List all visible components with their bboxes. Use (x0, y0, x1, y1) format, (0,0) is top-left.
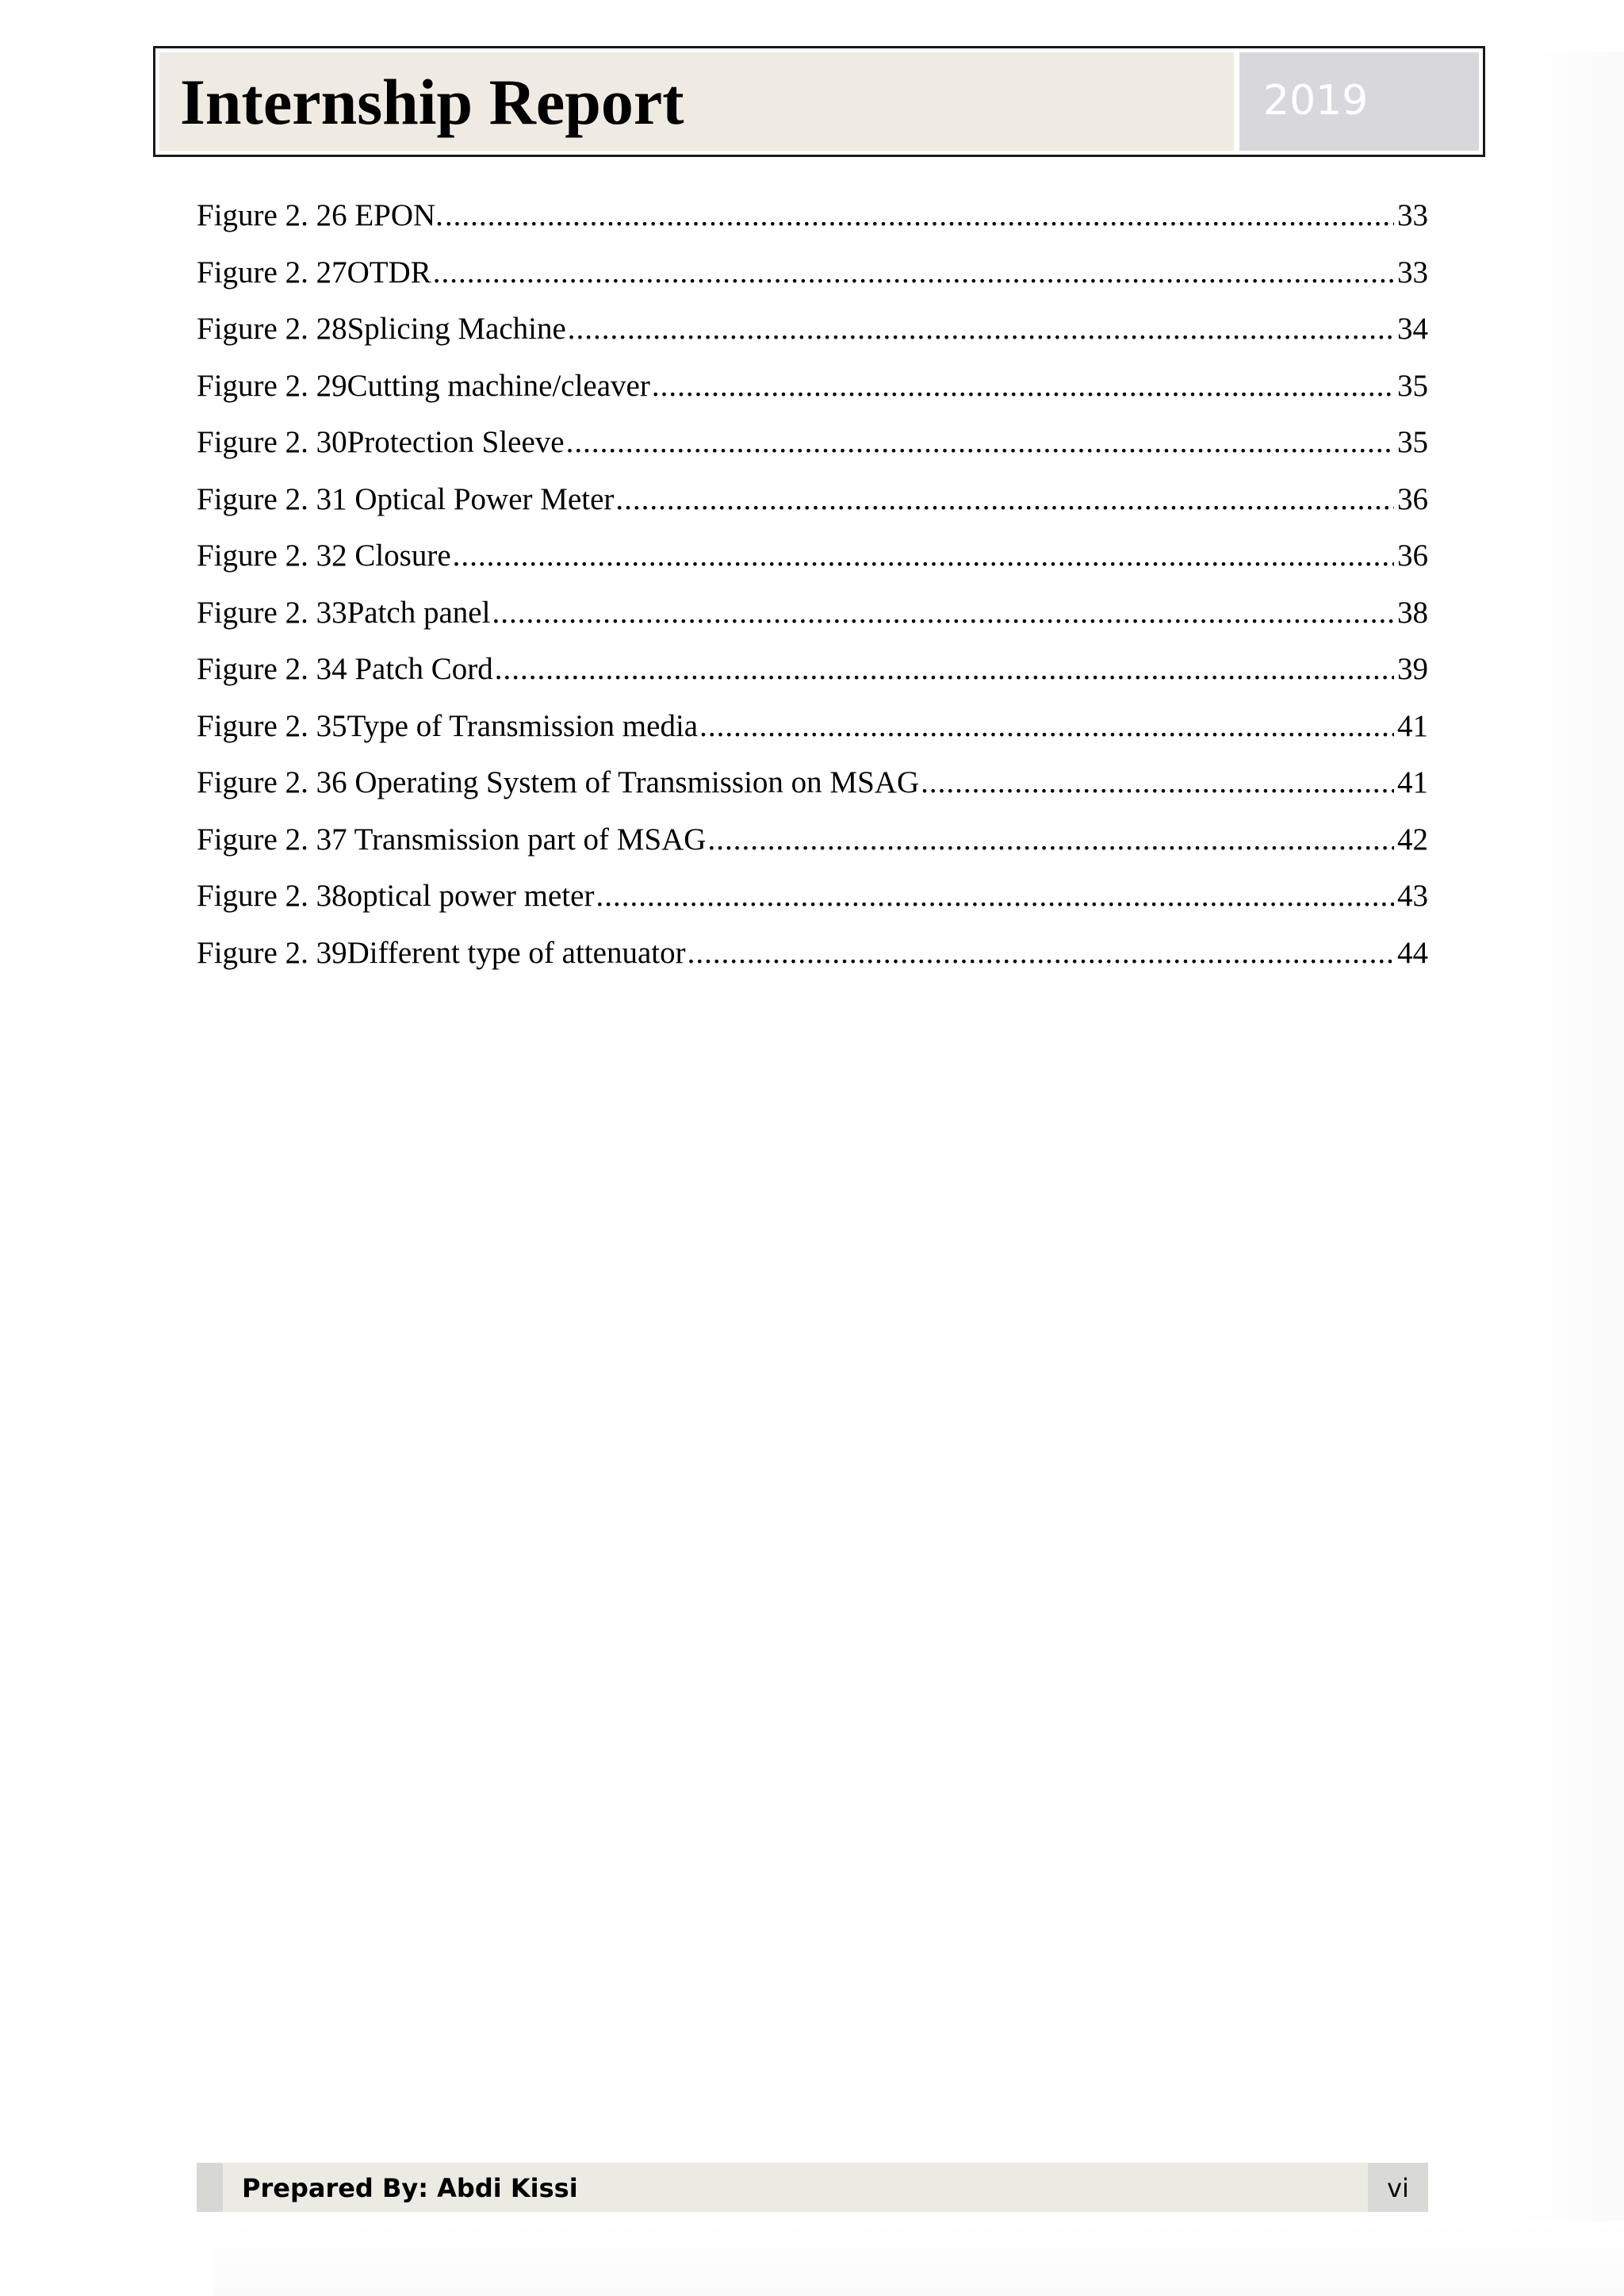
toc-entry-page: 41 (1397, 708, 1428, 743)
toc-entry-page: 34 (1397, 312, 1428, 346)
toc-entry-label: Figure 2. 26 EPON. (197, 198, 443, 232)
toc-entry-page: 41 (1397, 765, 1428, 799)
toc-entry[interactable] (197, 704, 1428, 761)
list-of-figures (197, 194, 1428, 987)
toc-entry[interactable] (197, 420, 1428, 477)
toc-entry[interactable] (197, 874, 1428, 931)
toc-entry[interactable] (197, 647, 1428, 704)
toc-entry-label: Figure 2. 32 Closure (197, 539, 451, 573)
toc-entry[interactable] (197, 364, 1428, 421)
toc-leader-dots (921, 761, 1394, 805)
toc-leader-dots (568, 307, 1394, 351)
toc-entry[interactable] (197, 251, 1428, 308)
toc-entry-label: Figure 2. 27OTDR (197, 255, 431, 289)
toc-entry-page: 36 (1397, 539, 1428, 573)
toc-leader-dots (495, 647, 1394, 692)
toc-entry-page: 43 (1397, 879, 1428, 913)
toc-leader-dots (707, 818, 1394, 862)
report-year: 2019 (1263, 77, 1369, 125)
report-title: Internship Report (180, 66, 684, 138)
page-number: vi (1387, 2173, 1409, 2203)
toc-entry[interactable] (197, 477, 1428, 535)
toc-leader-dots (615, 477, 1394, 522)
toc-entry-label: Figure 2. 39Different type of attenuator (197, 935, 686, 970)
toc-leader-dots (699, 704, 1394, 749)
footer-accent-stripe (197, 2163, 223, 2212)
footer-page-box (1368, 2163, 1428, 2212)
prepared-by: Prepared By: Abdi Kissi (242, 2173, 578, 2203)
toc-leader-dots (445, 194, 1394, 238)
page-shadow (1515, 52, 1624, 2296)
toc-entry-page: 39 (1397, 652, 1428, 686)
toc-entry-label: Figure 2. 34 Patch Cord (197, 652, 493, 686)
toc-entry-page: 35 (1397, 425, 1428, 459)
toc-entry-label: Figure 2. 33Patch panel (197, 595, 491, 630)
toc-entry[interactable] (197, 534, 1428, 591)
toc-entry[interactable] (197, 194, 1428, 251)
toc-leader-dots (433, 251, 1394, 295)
toc-entry-label: Figure 2. 35Type of Transmission media (197, 708, 699, 743)
toc-entry-label: Figure 2. 36 Operating System of Transmission on MSAG (197, 765, 920, 799)
toc-entry-page: 33 (1397, 198, 1428, 232)
toc-entry[interactable] (197, 931, 1428, 988)
toc-leader-dots (492, 591, 1394, 635)
header-title-box (159, 52, 1234, 151)
toc-leader-dots (566, 420, 1394, 465)
toc-leader-dots (688, 931, 1394, 976)
toc-leader-dots (652, 364, 1394, 408)
toc-entry[interactable] (197, 591, 1428, 648)
page-header (153, 46, 1485, 157)
toc-leader-dots (596, 874, 1394, 918)
toc-entry-page: 33 (1397, 255, 1428, 289)
header-year-box (1239, 52, 1479, 151)
toc-entry-page: 36 (1397, 481, 1428, 516)
page-footer (197, 2163, 1428, 2212)
toc-entry-label: Figure 2. 38optical power meter (197, 879, 595, 913)
toc-entry-page: 35 (1397, 368, 1428, 403)
toc-entry-page: 38 (1397, 595, 1428, 630)
toc-entry[interactable] (197, 818, 1428, 875)
toc-entry-label: Figure 2. 31 Optical Power Meter (197, 481, 615, 516)
toc-entry-label: Figure 2. 29Cutting machine/cleaver (197, 368, 650, 403)
toc-entry-page: 42 (1397, 822, 1428, 857)
toc-leader-dots (453, 534, 1394, 578)
toc-entry-page: 44 (1397, 935, 1428, 970)
toc-entry-label: Figure 2. 28Splicing Machine (197, 312, 566, 346)
page-shadow-bottom (214, 2221, 1624, 2296)
toc-entry-label: Figure 2. 30Protection Sleeve (197, 425, 565, 459)
toc-entry-label: Figure 2. 37 Transmission part of MSAG (197, 822, 707, 857)
toc-entry[interactable] (197, 307, 1428, 364)
toc-entry[interactable] (197, 761, 1428, 818)
